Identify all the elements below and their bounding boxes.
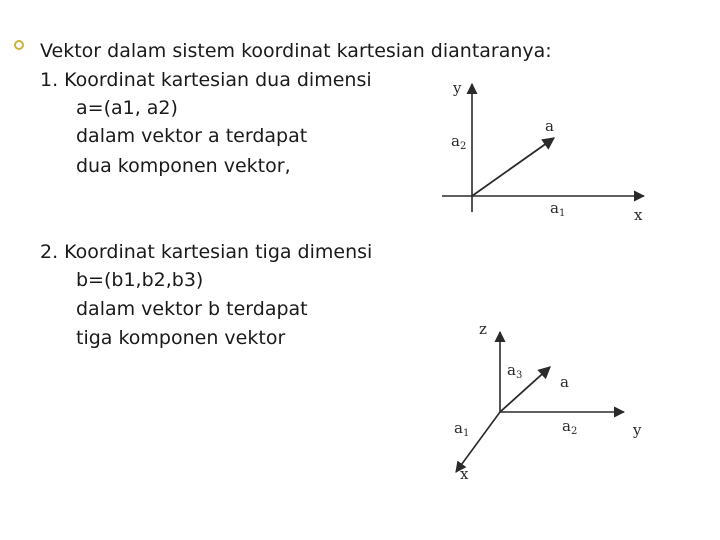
item1-heading: 1. Koordinat kartesian dua dimensi — [40, 69, 372, 91]
item2-line-2: dalam vektor b terdapat — [76, 298, 308, 320]
label-vector-a-2d: a — [545, 117, 554, 135]
label-y-2d: y — [453, 79, 462, 97]
label-y-3d: y — [633, 421, 642, 439]
item1-line-2: dalam vektor a terdapat — [76, 125, 308, 147]
label-vector-a-3d: a — [560, 373, 569, 391]
label-a1-3d: a1 — [454, 419, 470, 439]
item2-line-1: b=(b1,b2,b3) — [76, 269, 204, 291]
vector-a-2d — [472, 138, 554, 196]
label-a1-2d: a1 — [550, 199, 566, 219]
label-a2-2d: a2 — [451, 132, 467, 152]
diagram-2d — [442, 79, 644, 224]
item1-line-1: a=(a1, a2) — [76, 97, 178, 119]
diagram-3d — [454, 320, 642, 483]
label-a3-3d: a3 — [507, 361, 523, 381]
label-z-3d: z — [479, 320, 487, 338]
slide-title: Vektor dalam sistem koordinat kartesian diantaranya: — [40, 40, 552, 62]
item2-heading: 2. Koordinat kartesian tiga dimensi — [40, 241, 373, 263]
item1-line-3: dua komponen vektor, — [76, 155, 291, 177]
label-x-2d: x — [634, 206, 643, 224]
item2-line-3: tiga komponen vektor — [76, 327, 286, 349]
label-a2-3d: a2 — [562, 417, 578, 437]
label-x-3d: x — [460, 465, 469, 483]
